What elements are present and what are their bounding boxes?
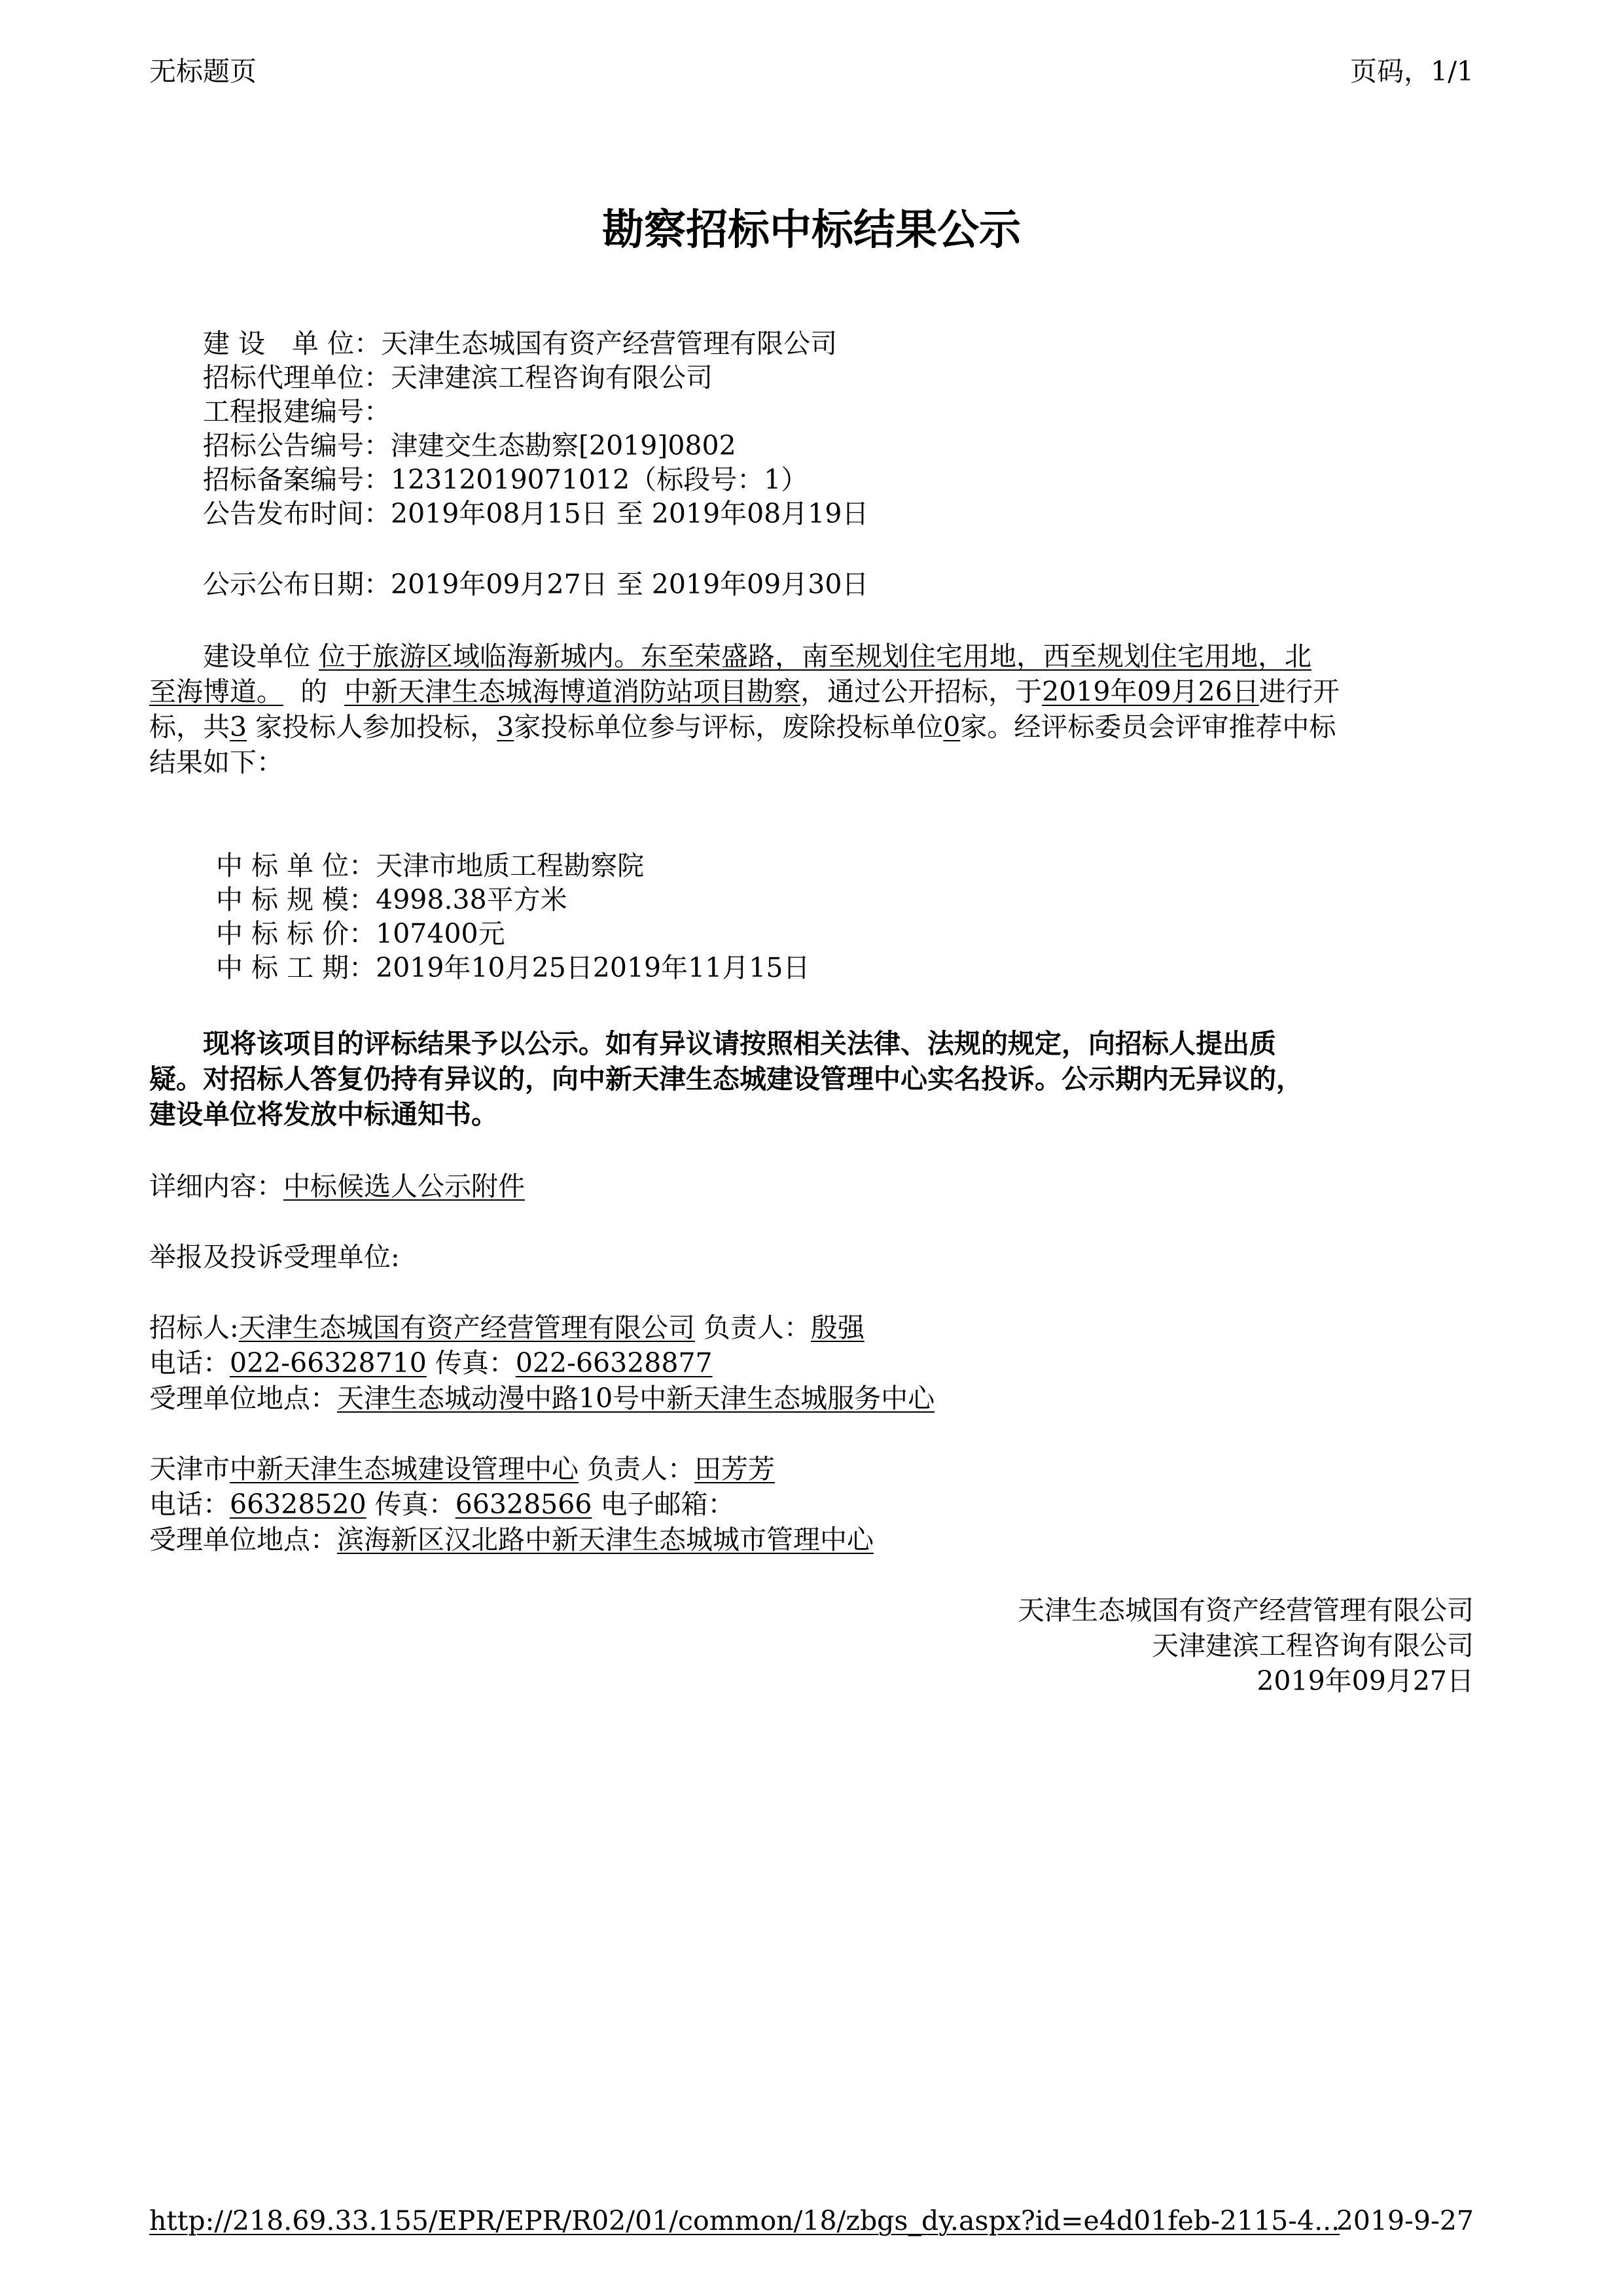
- attachment-link[interactable]: 中标候选人公示附件: [283, 1171, 525, 1202]
- info-record-no-value: 12312019071012（标段号：1）: [391, 464, 808, 495]
- tenderer-contact: [149, 1341, 713, 1380]
- info-record-no-label: 招标备案编号：: [203, 464, 391, 495]
- notice-line-2: 疑。对招标人答复仍持有异议的，向中新天津生态城建设管理中心实名投诉。公示期内无异议的，: [149, 1063, 1303, 1095]
- authority-prefix: 天津市: [149, 1453, 230, 1485]
- page-header-title: 无标题页: [149, 56, 257, 87]
- page-number: 页码，1/1: [1350, 56, 1474, 87]
- authority-contact: [149, 1483, 734, 1521]
- authority-addr: 滨海新区汉北路中新天津生态城城市管理中心: [337, 1524, 874, 1555]
- body-text: 标，共: [149, 711, 230, 743]
- body-text: 建设单位: [203, 641, 319, 672]
- signature-org-2: 天津建滨工程咨询有限公司: [1152, 1630, 1474, 1661]
- tenderer-fax: 022-66328877: [515, 1347, 713, 1379]
- tenderer-addr: 天津生态城动漫中路10号中新天津生态城服务中心: [337, 1383, 935, 1414]
- detail-label: 详细内容：: [149, 1171, 283, 1202]
- void-count: 0: [943, 711, 961, 743]
- info-publicity-date: [203, 563, 868, 601]
- info-notice-no-value: 津建交生态勘察[2019]0802: [391, 430, 736, 461]
- result-price-label: 中 标 标 价：: [216, 918, 376, 949]
- body-line-2: [149, 670, 1340, 709]
- result-scale: [216, 878, 567, 917]
- info-project-no-label: 工程报建编号：: [203, 396, 391, 427]
- bid-open-date: 2019年09月26日: [1042, 676, 1259, 707]
- authority-tel-label: 电话：: [149, 1489, 230, 1520]
- authority-fax: 66328566: [455, 1489, 592, 1520]
- authority-name: 中新天津生态城建设管理中心: [230, 1453, 579, 1485]
- authority-person: 田芳芳: [694, 1453, 776, 1485]
- info-notice-no: [203, 424, 736, 463]
- tenderer-line: [149, 1306, 865, 1345]
- authority-line: [149, 1447, 775, 1486]
- result-price: [216, 912, 505, 951]
- page-title: 勘察招标中标结果公示: [602, 205, 1021, 255]
- result-period: [216, 946, 810, 985]
- authority-email-label: 电子邮箱：: [592, 1489, 735, 1520]
- info-publicity-label: 公示公布日期：: [203, 569, 391, 600]
- info-publish-time: [203, 492, 868, 531]
- info-agent-label: 招标代理单位：: [203, 362, 391, 393]
- notice-line-3: 建设单位将发放中标通知书。: [149, 1099, 498, 1130]
- result-scale-label: 中 标 规 模：: [216, 884, 376, 915]
- result-winner: [216, 844, 644, 883]
- body-line-3: [149, 705, 1336, 744]
- tenderer-tel: 022-66328710: [230, 1347, 427, 1379]
- tenderer-fax-label: 传真：: [426, 1347, 516, 1379]
- info-builder-value: 天津生态城国有资产经营管理有限公司: [381, 328, 838, 359]
- info-publish-time-value: 2019年08月15日 至 2019年08月19日: [391, 498, 869, 529]
- authority-address: [149, 1518, 874, 1557]
- evaluated-count: 3: [497, 711, 514, 743]
- detail-line: [149, 1165, 525, 1203]
- info-publish-time-label: 公告发布时间：: [203, 498, 391, 529]
- body-text: 家。经评标委员会评审推荐中标: [960, 711, 1336, 743]
- info-builder: [203, 322, 837, 361]
- signature-date: 2019年09月27日: [1257, 1665, 1474, 1697]
- body-text: 家投标单位参与评标，废除投标单位: [514, 711, 944, 743]
- info-builder-label: 建 设 单 位：: [203, 328, 382, 359]
- tenderer-address: [149, 1377, 935, 1415]
- info-publicity-value: 2019年09月27日 至 2019年09月30日: [391, 569, 869, 600]
- body-text: 的: [283, 676, 345, 707]
- authority-tel: 66328520: [230, 1489, 366, 1520]
- body-text: ，通过公开招标，于: [800, 676, 1043, 707]
- result-winner-label: 中 标 单 位：: [216, 850, 376, 881]
- result-period-value: 2019年10月25日2019年11月15日: [376, 952, 810, 983]
- project-name: 中新天津生态城海博道消防站项目勘察: [344, 676, 801, 707]
- tenderer-person: 殷强: [810, 1312, 865, 1343]
- result-scale-value: 4998.38平方米: [376, 884, 567, 915]
- authority-person-label: 负责人：: [579, 1453, 695, 1485]
- info-project-no: [203, 390, 391, 429]
- info-agent-value: 天津建滨工程咨询有限公司: [391, 362, 713, 393]
- footer-date: 2019-9-27: [1336, 2205, 1474, 2236]
- bidder-count: 3: [230, 711, 247, 743]
- tenderer-label: 招标人:: [149, 1312, 239, 1343]
- tenderer-name: 天津生态城国有资产经营管理有限公司: [238, 1312, 695, 1343]
- tenderer-person-label: 负责人：: [694, 1312, 811, 1343]
- result-period-label: 中 标 工 期：: [216, 952, 376, 983]
- info-notice-no-label: 招标公告编号：: [203, 430, 391, 461]
- signature-org-1: 天津生态城国有资产经营管理有限公司: [1018, 1595, 1474, 1626]
- project-location: 位于旅游区域临海新城内。东至荣盛路，南至规划住宅用地，西至规划住宅用地，北: [319, 641, 1312, 672]
- body-text: 家投标人参加投标，: [247, 711, 497, 743]
- result-winner-value: 天津市地质工程勘察院: [376, 850, 645, 881]
- result-price-value: 107400元: [376, 918, 505, 949]
- info-agent: [203, 356, 713, 395]
- body-line-4: 结果如下：: [149, 747, 283, 778]
- authority-fax-label: 传真：: [366, 1489, 455, 1520]
- info-record-no: [203, 458, 808, 497]
- project-location-cont: 至海博道。: [149, 676, 283, 707]
- body-text: 进行开: [1258, 676, 1340, 707]
- authority-addr-label: 受理单位地点：: [149, 1524, 337, 1555]
- footer-url[interactable]: http://218.69.33.155/EPR/EPR/R02/01/common/18/zbgs_dy.aspx?id=e4d01feb-2115-4...: [149, 2205, 1340, 2236]
- complaint-heading: 举报及投诉受理单位:: [149, 1241, 400, 1273]
- tenderer-tel-label: 电话：: [149, 1347, 230, 1379]
- body-line-1: [203, 635, 1311, 673]
- notice-line-1: 现将该项目的评标结果予以公示。如有异议请按照相关法律、法规的规定，向招标人提出质: [203, 1028, 1276, 1059]
- tenderer-addr-label: 受理单位地点：: [149, 1383, 337, 1414]
